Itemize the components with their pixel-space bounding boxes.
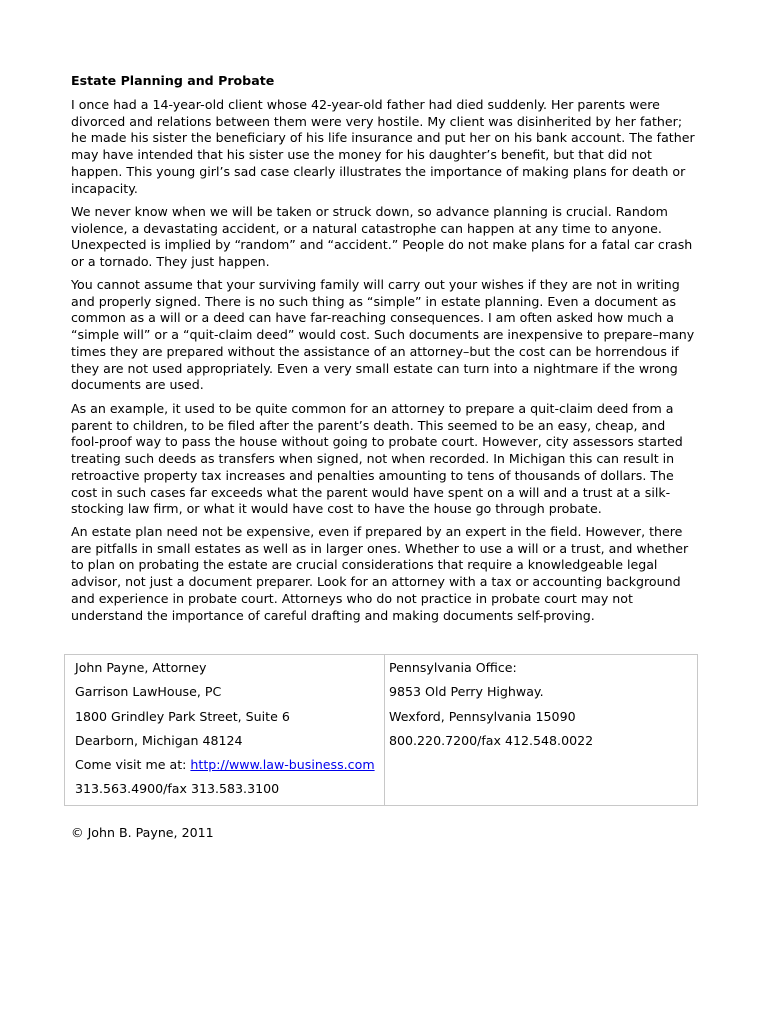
attorney-name: John Payne, Attorney [75,660,207,675]
paragraph-line: violence, a devastating accident, or a natural catastrophe can happen at any time to anyone. [71,220,662,236]
paragraph-line: cost in such cases far exceeds what the parent would have spent on a will and a trust at a silk- [71,484,671,500]
paragraph-line: treating such deeds as transfers when signed, not when recorded. In Michigan this can result in [71,451,675,467]
paragraph-line: parent to children, to be filed after the parent’s death. This seemed to be an easy, cheap, and [71,417,666,433]
paragraph-line: happen. This young girl’s sad case clearly illustrates the importance of making plans for death or [71,163,686,179]
paragraph-line: and experience in probate court. Attorneys who do not practice in probate court may not [71,590,633,606]
paragraph-5 [71,524,711,624]
paragraph-line: or a tornado. They just happen. [71,254,270,270]
table-divider [384,655,385,805]
paragraph-line: You cannot assume that your surviving family will carry out your wishes if they are not in writing [71,277,680,292]
paragraph-line: common as a will or a deed can have far-reaching consequences. I am often asked how much a [71,310,674,326]
paragraph-line: I once had a 14-year-old client whose 42-year-old father had died suddenly. Her parents were [71,97,660,112]
document-title: Estate Planning and Probate [71,73,275,88]
paragraph-line: An estate plan need not be expensive, even if prepared by an expert in the field. However, there [71,524,683,539]
copyright-notice: © John B. Payne, 2011 [71,825,214,840]
paragraph-line: may have intended that his sister use the money for his daughter’s benefit, but that did not [71,147,652,163]
paragraph-line: they are not used appropriately. Even a very small estate can turn into a nightmare if the wrong [71,360,678,376]
paragraph-3 [71,277,711,394]
pennsylvania-phone: 800.220.7200/fax 412.548.0022 [389,733,594,748]
paragraph-line: As an example, it used to be quite common for an attorney to prepare a quit-claim deed from a [71,401,674,416]
firm-name: Garrison LawHouse, PC [75,684,222,699]
paragraph-line: retroactive property tax increases and penalties amounting to tens of thousands of dollars. The [71,467,674,483]
paragraph-line: understand the importance of careful drafting and making documents self-proving. [71,607,595,623]
pennsylvania-street: 9853 Old Perry Highway. [389,684,544,699]
paragraph-line: to plan on probating the estate are crucial considerations that require a knowledgeable legal [71,557,658,573]
paragraph-line: “simple will” or a “quit-claim deed” would cost. Such documents are inexpensive to prepare–many [71,327,695,343]
paragraph-line: and properly signed. There is no such thing as “simple” in estate planning. Even a document as [71,293,677,309]
michigan-city: Dearborn, Michigan 48124 [75,733,243,748]
visit-label: Come visit me at: [75,757,191,772]
paragraph-line: incapacity. [71,180,138,196]
paragraph-line: divorced and relations between them were very hostile. My client was disinherited by her father; [71,113,683,129]
paragraph-line: documents are used. [71,377,204,393]
contact-table [64,654,698,806]
pennsylvania-office-label: Pennsylvania Office: [389,660,517,675]
paragraph-2 [71,204,711,271]
paragraph-line: are pitfalls in small estates as well as in larger ones. Whether to use a will or a trust, and whether [71,540,689,556]
paragraph-line: advisor, not just a document preparer. Look for an attorney with a tax or accounting background [71,574,681,590]
paragraph-line: fool-proof way to pass the house without going to probate court. However, city assessors started [71,434,683,450]
paragraph-line: times they are prepared without the assistance of an attorney–but the cost can be horrendous if [71,343,679,359]
paragraph-4 [71,401,711,518]
paragraph-line: We never know when we will be taken or struck down, so advance planning is crucial. Random [71,204,668,219]
visit-line [75,756,375,773]
michigan-phone: 313.563.4900/fax 313.583.3100 [75,781,280,796]
paragraph-line: stocking law firm, or what it would have cost to have the house go through probate. [71,501,602,517]
paragraph-1 [71,97,711,197]
paragraph-line: he made his sister the beneficiary of his life insurance and put her on his bank account. The father [71,130,695,146]
website-link[interactable]: http://www.law-business.com [190,757,375,772]
pennsylvania-city: Wexford, Pennsylvania 15090 [389,709,576,724]
paragraph-line: Unexpected is implied by “random” and “accident.” People do not make plans for a fatal car crash [71,237,693,253]
michigan-street: 1800 Grindley Park Street, Suite 6 [75,709,290,724]
